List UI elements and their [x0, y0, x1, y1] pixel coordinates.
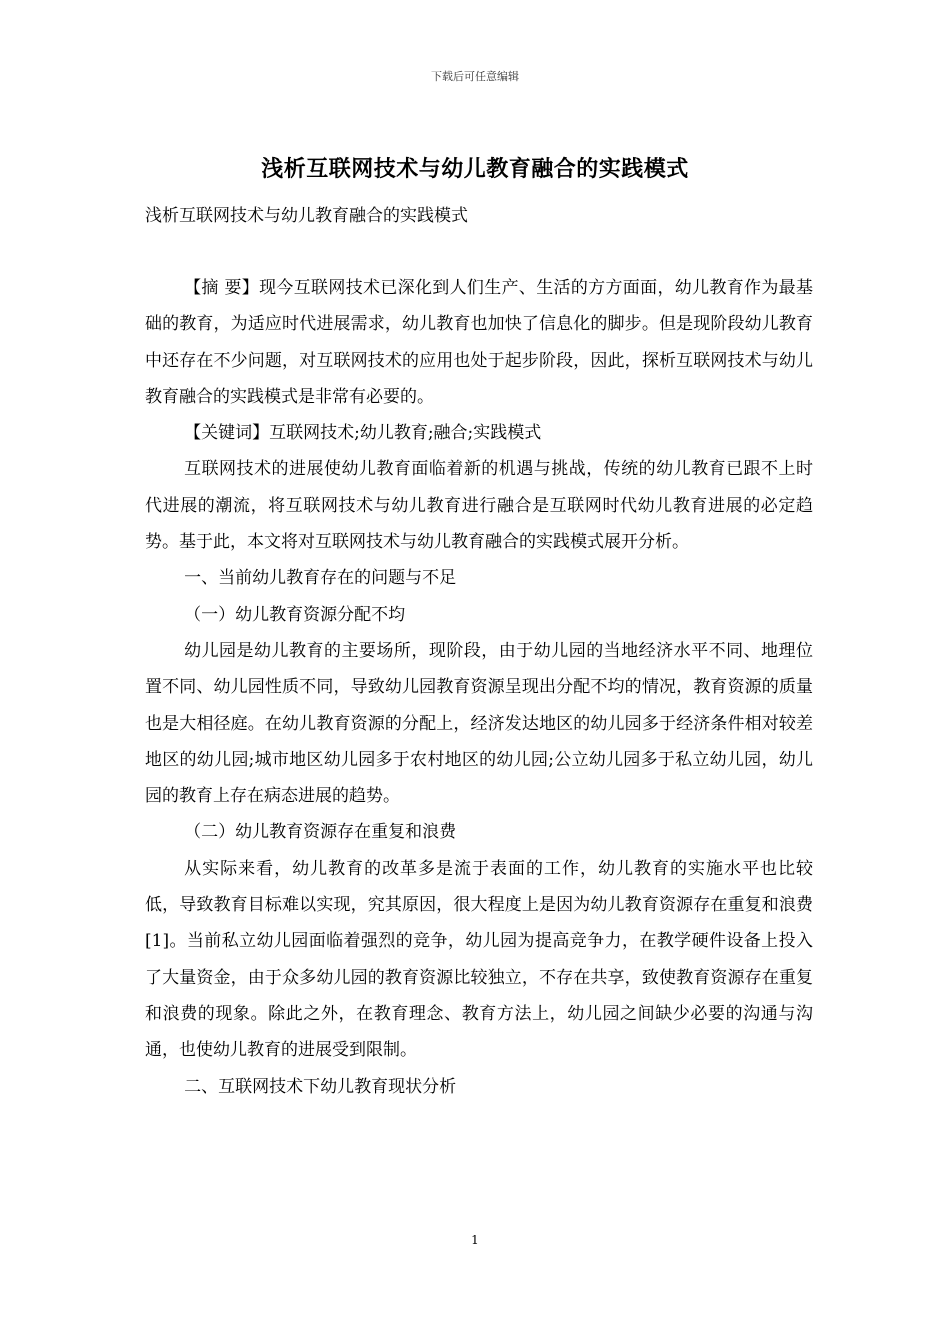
body-text — [145, 270, 813, 1105]
keywords-paragraph: 【关键词】互联网技术;幼儿教育;融合;实践模式 — [184, 423, 542, 444]
section-heading-2: 二、互联网技术下幼儿教育现状分析 — [184, 1076, 457, 1097]
page-number: 1 — [471, 1233, 479, 1247]
section-heading-1: 一、当前幼儿教育存在的问题与不足 — [184, 568, 457, 589]
subsection-heading-2: （二）幼儿教育资源存在重复和浪费 — [184, 822, 457, 843]
document-subtitle: 浅析互联网技术与幼儿教育融合的实践模式 — [145, 206, 468, 226]
body-paragraph: 从实际来看，幼儿教育的改革多是流于表面的工作，幼儿教育的实施水平也比较低，导致教育目标难以实现，究其原因，很大程度上是因为幼儿教育资源存在重复和浪费[1]。当前私立幼儿园面临着强烈的竞争，幼儿园为提高竞争力，在教学硬件设备上投入了大量资金，由于众多幼儿园的教育资源比较独立，不存在共享，致使教育资源存在重复和浪费的现象。除此之外，在教育理念、教育方法上，幼儿园之间缺少必要的沟通与沟通，也使幼儿教育的进展受到限制。 — [145, 858, 813, 1061]
body-paragraph: 幼儿园是幼儿教育的主要场所，现阶段，由于幼儿园的当地经济水平不同、地理位置不同、幼儿园性质不同，导致幼儿园教育资源呈现出分配不均的情况，教育资源的质量也是大相径庭。在幼儿教育资源的分配上，经济发达地区的幼儿园多于经济条件相对较差地区的幼儿园;城市地区幼儿园多于农村地区的幼儿园;公立幼儿园多于私立幼儿园，幼儿园的教育上存在病态进展的趋势。 — [145, 640, 813, 807]
header-note: 下载后可任意编辑 — [431, 70, 519, 83]
subsection-heading-1: （一）幼儿教育资源分配不均 — [184, 604, 406, 625]
document-title: 浅析互联网技术与幼儿教育融合的实践模式 — [261, 156, 689, 182]
abstract-paragraph: 【摘 要】现今互联网技术已深化到人们生产、生活的方方面面，幼儿教育作为最基础的教育，为适应时代进展需求，幼儿教育也加快了信息化的脚步。但是现阶段幼儿教育中还存在不少问题，对互联网技术的应用也处于起步阶段，因此，探析互联网技术与幼儿教育融合的实践模式是非常有必要的。 — [145, 278, 813, 407]
intro-paragraph: 互联网技术的进展使幼儿教育面临着新的机遇与挑战，传统的幼儿教育已跟不上时代进展的潮流，将互联网技术与幼儿教育进行融合是互联网时代幼儿教育进展的必定趋势。基于此，本文将对互联网技术与幼儿教育融合的实践模式展开分析。 — [145, 459, 813, 553]
